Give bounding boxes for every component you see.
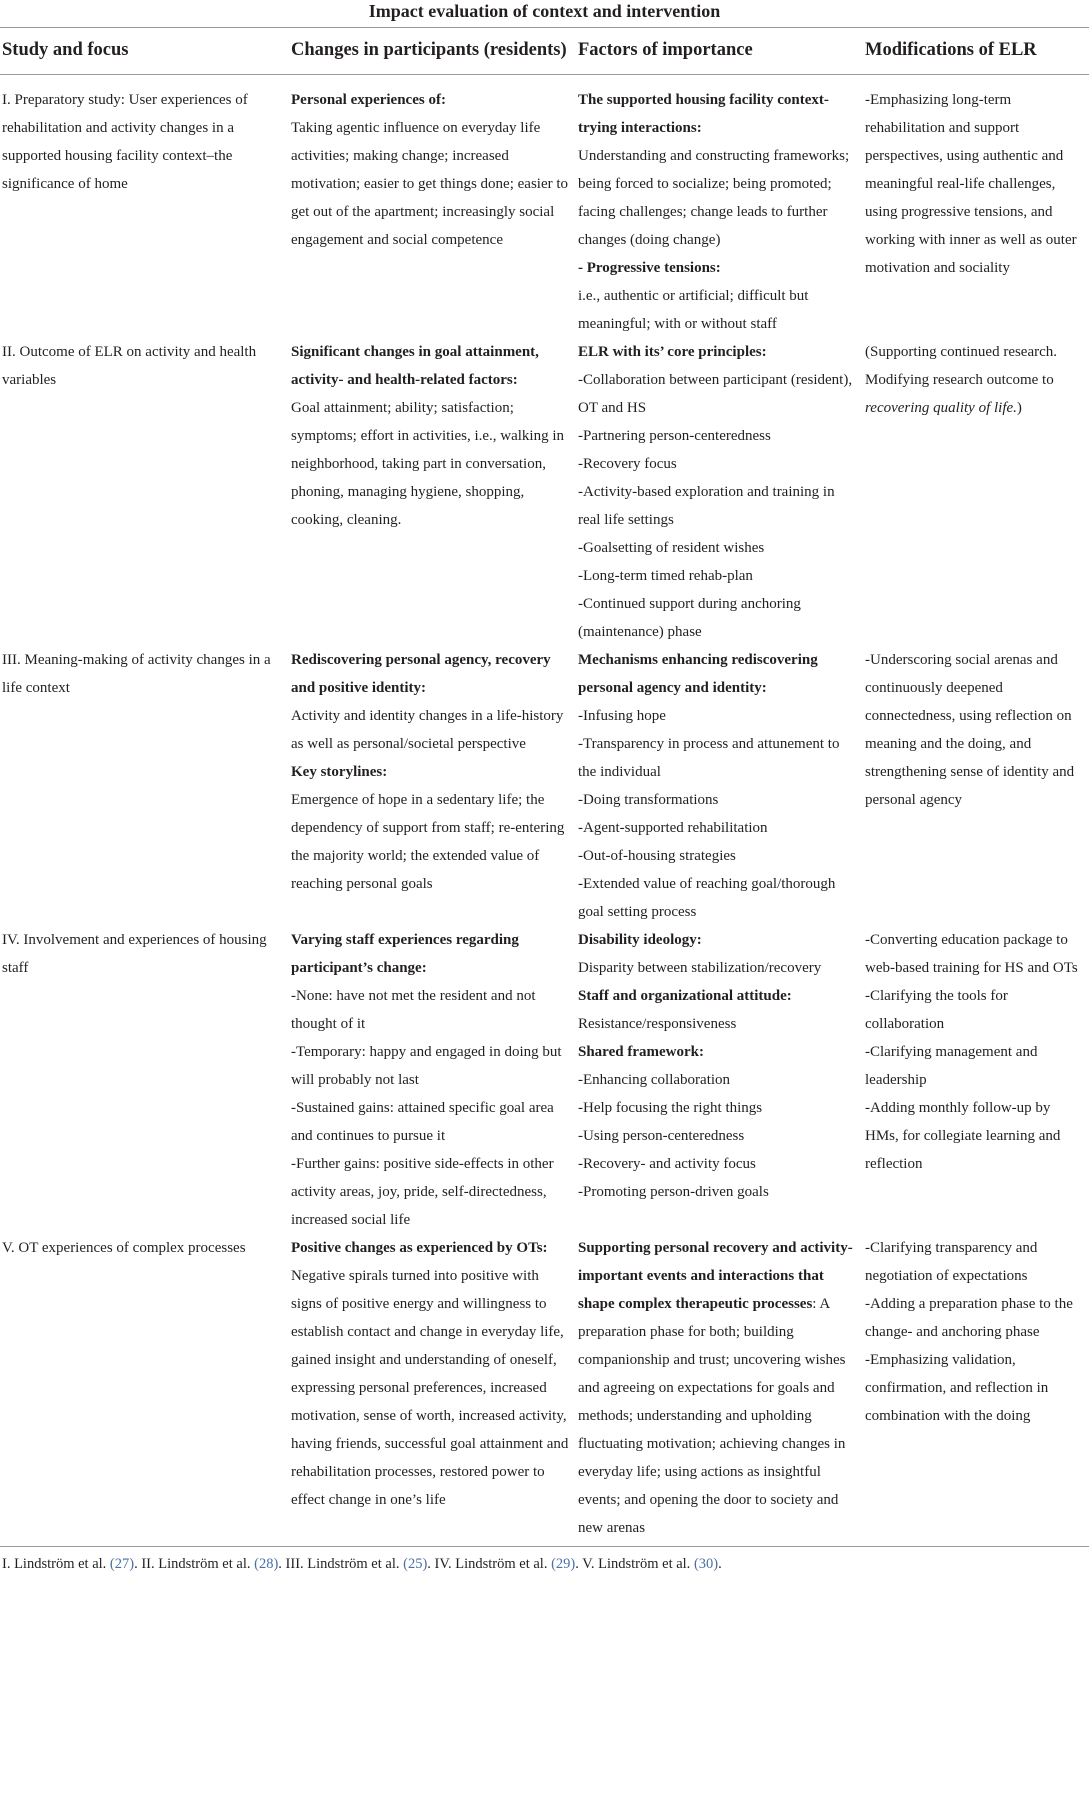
cell-text: -Adding monthly follow-up by HMs, for collegiate learning and reflection [865,1100,1061,1172]
footnote-text: . [718,1556,722,1572]
footnote-text: . III. Lindström et al. [278,1556,404,1572]
cell-text: -Clarifying transparency and negotiation of expectations [865,1240,1038,1284]
cell-modifications [863,75,1089,339]
cell-changes [289,926,576,1234]
cell-subheading: Disability ideology: [578,932,702,948]
cell-text: Understanding and constructing frameworks; being forced to socialize; being promoted; facing challenges; change leads to further changes (doing change) [578,148,850,248]
table-row [0,75,1089,339]
cell-text: -Out-of-housing strategies [578,848,736,864]
cell-text: -Clarifying the tools for collaboration [865,988,1008,1032]
reference-link[interactable]: (30) [693,1556,719,1572]
cell-changes [289,1234,576,1547]
table-body [0,75,1089,1547]
cell-text: -Using person-centeredness [578,1128,745,1144]
cell-subheading: Varying staff experiences regarding participant’s change: [291,932,519,976]
cell-text: -None: have not met the resident and not thought of it [291,988,536,1032]
cell-text: -Agent-supported rehabilitation [578,820,768,836]
cell-text: -Doing transformations [578,792,719,808]
table-caption: Impact evaluation of context and intervention [0,0,1089,28]
cell-text: -Underscoring social arenas and continuously deepened connectedness, using reflection on meaning and the doing, and strengthening sense of identity and personal agency [865,652,1075,808]
cell-text: -Adding a preparation phase to the change- and anchoring phase [865,1296,1073,1340]
header-modifications: Modifications of ELR [863,28,1089,75]
cell-text: Emergence of hope in a sedentary life; the dependency of support from staff; re-entering the majority world; the extended value of reaching personal goals [291,792,565,892]
table-row [0,338,1089,646]
cell-study: II. Outcome of ELR on activity and health variables [2,344,257,388]
cell-changes [289,646,576,926]
footnote-text: . II. Lindström et al. [134,1556,255,1572]
cell-text: -Further gains: positive side-effects in other activity areas, joy, pride, self-directedness, increased social life [291,1156,554,1228]
cell-text: Taking agentic influence on everyday life activities; making change; increased motivation; easier to get things done; easier to get out of the apartment; increasingly social engagement and social competence [291,120,569,248]
cell-subheading: The supported housing facility context-trying interactions: [578,92,829,136]
cell-factors [576,338,863,646]
cell-subheading: Supporting personal recovery and activity-important events and interactions that shape complex therapeutic processes [578,1240,853,1312]
cell-study: III. Meaning-making of activity changes in a life context [2,652,271,696]
cell-modifications [863,926,1089,1234]
cell-subheading: Staff and organizational attitude: [578,988,792,1004]
cell-changes [289,338,576,646]
cell-study: I. Preparatory study: User experiences of rehabilitation and activity changes in a supported housing facility context–the significance of home [2,92,248,192]
cell-text: -Converting education package to web-based training for HS and OTs [865,932,1078,976]
header-factors: Factors of importance [576,28,863,75]
cell-text: -Transparency in process and attunement to the individual [578,736,840,780]
reference-link[interactable]: (25) [403,1556,428,1572]
footnote-text: . IV. Lindström et al. [427,1556,552,1572]
cell-text: -Long-term timed rehab-plan [578,568,753,584]
cell-text: -Goalsetting of resident wishes [578,540,765,556]
cell-subheading: Positive changes as experienced by OTs: [291,1240,548,1256]
reference-link[interactable]: (28) [254,1556,279,1572]
cell-text: Resistance/responsiveness [578,1016,737,1032]
cell-text: -Activity-based exploration and training in real life settings [578,484,835,528]
cell-text: -Temporary: happy and engaged in doing but will probably not last [291,1044,562,1088]
header-study: Study and focus [0,28,289,75]
cell-text: -Emphasizing validation, confirmation, and reflection in combination with the doing [865,1352,1049,1424]
cell-factors [576,75,863,339]
cell-text: -Sustained gains: attained specific goal area and continues to pursue it [291,1100,554,1144]
cell-text: ) [1016,400,1022,416]
cell-text: recovering quality of life. [865,400,1017,416]
cell-text: Disparity between stabilization/recovery [578,960,822,976]
cell-factors [576,926,863,1234]
cell-text: -Recovery- and activity focus [578,1156,756,1172]
cell-text: -Promoting person-driven goals [578,1184,769,1200]
cell-text: i.e., authentic or artificial; difficult but meaningful; with or without staff [578,288,809,332]
cell-text: -Emphasizing long-term rehabilitation and support perspectives, using authentic and meaningful real-life challenges, using progressive tensions, and working with inner as well as outer motivation and sociality [865,92,1077,276]
cell-text: (Supporting continued research. Modifying research outcome to [865,344,1058,388]
table-row [0,646,1089,926]
cell-modifications [863,646,1089,926]
table-row [0,926,1089,1234]
cell-text: -Infusing hope [578,708,666,724]
cell-factors [576,646,863,926]
cell-factors [576,1234,863,1547]
cell-text: -Partnering person-centeredness [578,428,771,444]
cell-subheading: Personal experiences of: [291,92,446,108]
cell-subheading: ELR with its’ core principles: [578,344,767,360]
cell-text: -Help focusing the right things [578,1100,763,1116]
cell-subheading: Shared framework: [578,1044,704,1060]
cell-text: -Extended value of reaching goal/thorough goal setting process [578,876,836,920]
cell-text: -Collaboration between participant (resident), OT and HS [578,372,853,416]
cell-text: Goal attainment; ability; satisfaction; symptoms; effort in activities, i.e., walking in neighborhood, taking part in conversation, phoning, managing hygiene, shopping, cooking, cleaning. [291,400,565,528]
cell-text: -Clarifying management and leadership [865,1044,1038,1088]
cell-text: Negative spirals turned into positive with signs of positive energy and willingness to establish contact and change in everyday life, gained insight and understanding of oneself, expressing personal preferences, increased motivation, sense of worth, increased activity, having friends, successful goal attainment and rehabilitation processes, restored power to effect change in one’s life [291,1268,569,1508]
reference-link[interactable]: (29) [551,1556,576,1572]
cell-subheading: Rediscovering personal agency, recovery and positive identity: [291,652,551,696]
reference-link[interactable]: (27) [109,1556,135,1572]
cell-changes [289,75,576,339]
cell-subheading: - Progressive tensions: [578,260,721,276]
cell-text: : A preparation phase for both; building companionship and trust; uncovering wishes and agreeing on expectations for goals and methods; understanding and upholding fluctuating motivation; achieving changes in everyday life; using actions as insightful events; and opening the door to society and new arenas [578,1296,846,1536]
footnote-text: . V. Lindström et al. [575,1556,694,1572]
cell-modifications [863,338,1089,646]
cell-subheading: Significant changes in goal attainment, activity- and health-related factors: [291,344,539,388]
cell-modifications [863,1234,1089,1547]
cell-text: -Recovery focus [578,456,677,472]
cell-text: -Enhancing collaboration [578,1072,731,1088]
footnote-text: I. Lindström et al. [2,1556,110,1572]
cell-study: V. OT experiences of complex processes [0,1234,289,1547]
cell-subheading: Key storylines: [291,764,388,780]
table-row [0,1234,1089,1547]
header-changes: Changes in participants (residents) [289,28,576,75]
impact-table [0,28,1089,1547]
cell-text: -Continued support during anchoring (maintenance) phase [578,596,801,640]
table-header-row [0,28,1089,75]
table-footnote [0,1547,1089,1575]
cell-study: IV. Involvement and experiences of housing staff [2,932,267,976]
cell-text: Activity and identity changes in a life-history as well as personal/societal perspective [291,708,564,752]
cell-subheading: Mechanisms enhancing rediscovering personal agency and identity: [578,652,818,696]
